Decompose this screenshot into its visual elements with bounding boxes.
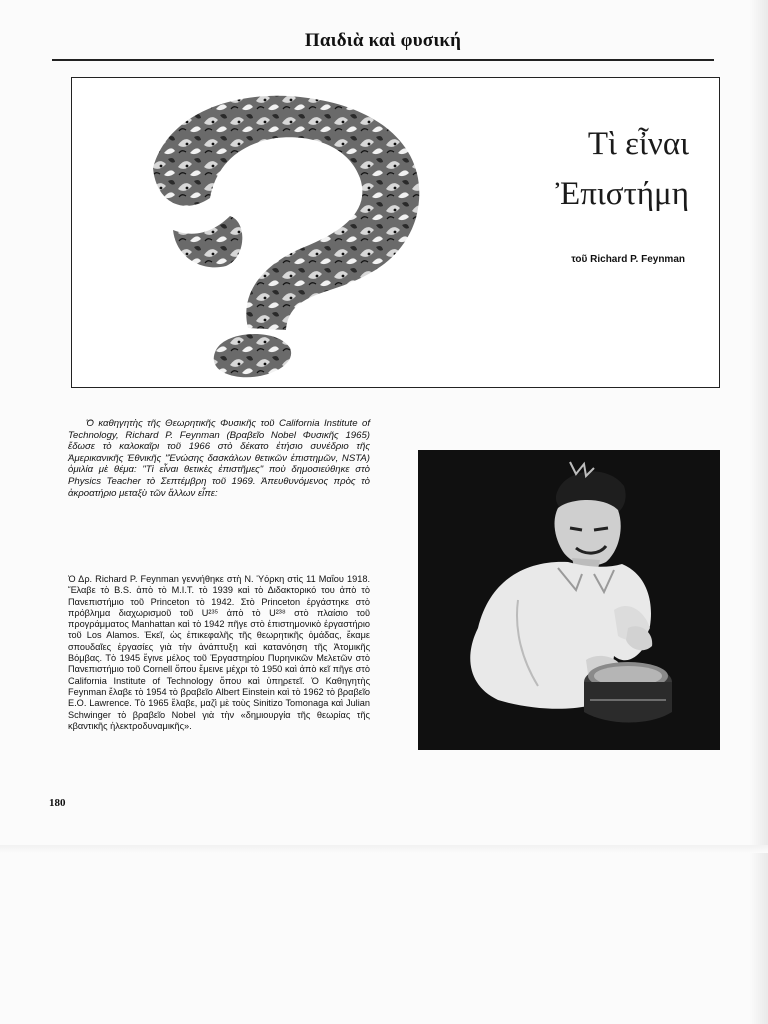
article-title-line2: Ἐπιστήμη bbox=[555, 176, 689, 212]
article-byline: τοῦ Richard P. Feynman bbox=[571, 254, 685, 265]
header-rule bbox=[52, 59, 714, 61]
article-title-line1: Τὶ εἶναι bbox=[587, 126, 689, 162]
page-bottom-edge bbox=[0, 845, 768, 853]
intro-paragraph: Ὁ καθηγητὴς τῆς Θεωρητικῆς Φυσικῆς τοῦ California Institute of Technology, Richard P. Feynman (Βραβεῖο Nobel Φυσικῆς 1965) ἔδωσε τὸ καλοκαῖρι τοῦ 1966 στὸ δέκατο ἐτήσιο συνέδριο τῆς Ἀμερικανικῆς Ἐθνικῆς "Ἑνώσης δασκάλων θετικῶν ἐπιστημῶν, NSTA) ὁμιλία μὲ θέμα: "Τὶ εἶναι θετικὲς ἐπιστῆμες" ποὺ δημοσιεύθηκε στὸ Physics Teacher τὸ Σεπτέμβρη τοῦ 1969. Ἀπευθυνόμενος πρὸς τὸ ἀκροατήριο μεταξὺ τῶν ἄλλων εἶπε: bbox=[68, 418, 370, 499]
biography-paragraph: Ὁ Δρ. Richard P. Feynman γεννήθηκε στὴ Ν. Ὑόρκη στὶς 11 Μαΐου 1918. Ἔλαβε τὸ B.S. ἀπὸ τὸ M.I.T. τὸ 1939 καὶ τὸ Διδακτορικό του ἀπὸ τὸ Πανεπιστήμιο τοῦ Princeton τὸ 1942. Στὸ Princeton ἐργάστηκε στὸ πρόβλημα διαχωρισμοῦ τοῦ U²³⁵ ἀπὸ τὸ U²³⁸ στὸ πλαίσιο τοῦ προγράμματος Manhattan καὶ τὸ 1942 πῆγε στὸ ἐπιστημονικὸ ἐργαστήριο τοῦ Los Alamos. Ἐκεῖ, ὡς ἐπικεφαλῆς τῆς θεωρητικῆς ὁμάδας, ἔκαμε σπουδαῖες ἐργασίες γιὰ τὴν ἀνάπτυξη καὶ κατανόηση τῆς Ἀτομικῆς Βόμβας. Τὸ 1945 ἔγινε μέλος τοῦ Ἐργαστηρίου Πυρηνικῶν Μελετῶν στὸ Πανεπιστήμιο τοῦ Cornell ὅπου ἔμεινε μέχρι τὸ 1950 καὶ ἀπὸ κεῖ πῆγε στὸ California Institute of Technology ὅπου καὶ ὑπηρετεῖ. Ὁ Καθηγητὴς Feynman ἔλαβε τὸ 1954 τὸ βραβεῖο Albert Einstein καὶ τὸ 1962 τὸ βραβεῖο E.O. Lawrence. Τὸ 1965 ἔλαβε, μαζὶ μὲ τοὺς Sinitizo Tomonaga καὶ Julian Schwinger τὸ βραβεῖο Nobel γιὰ τὴν «δημιουργία τῆς θεωρίας τῆς κβαντικῆς ἠλεκτροδυναμικῆς». bbox=[68, 574, 370, 731]
page-number: 180 bbox=[49, 797, 66, 809]
page-edge-shadow bbox=[750, 0, 768, 1024]
running-header: Παιδιὰ καὶ φυσική bbox=[304, 30, 462, 51]
title-panel bbox=[71, 77, 720, 388]
question-mark-illustration bbox=[98, 90, 428, 380]
author-photo bbox=[418, 450, 720, 750]
